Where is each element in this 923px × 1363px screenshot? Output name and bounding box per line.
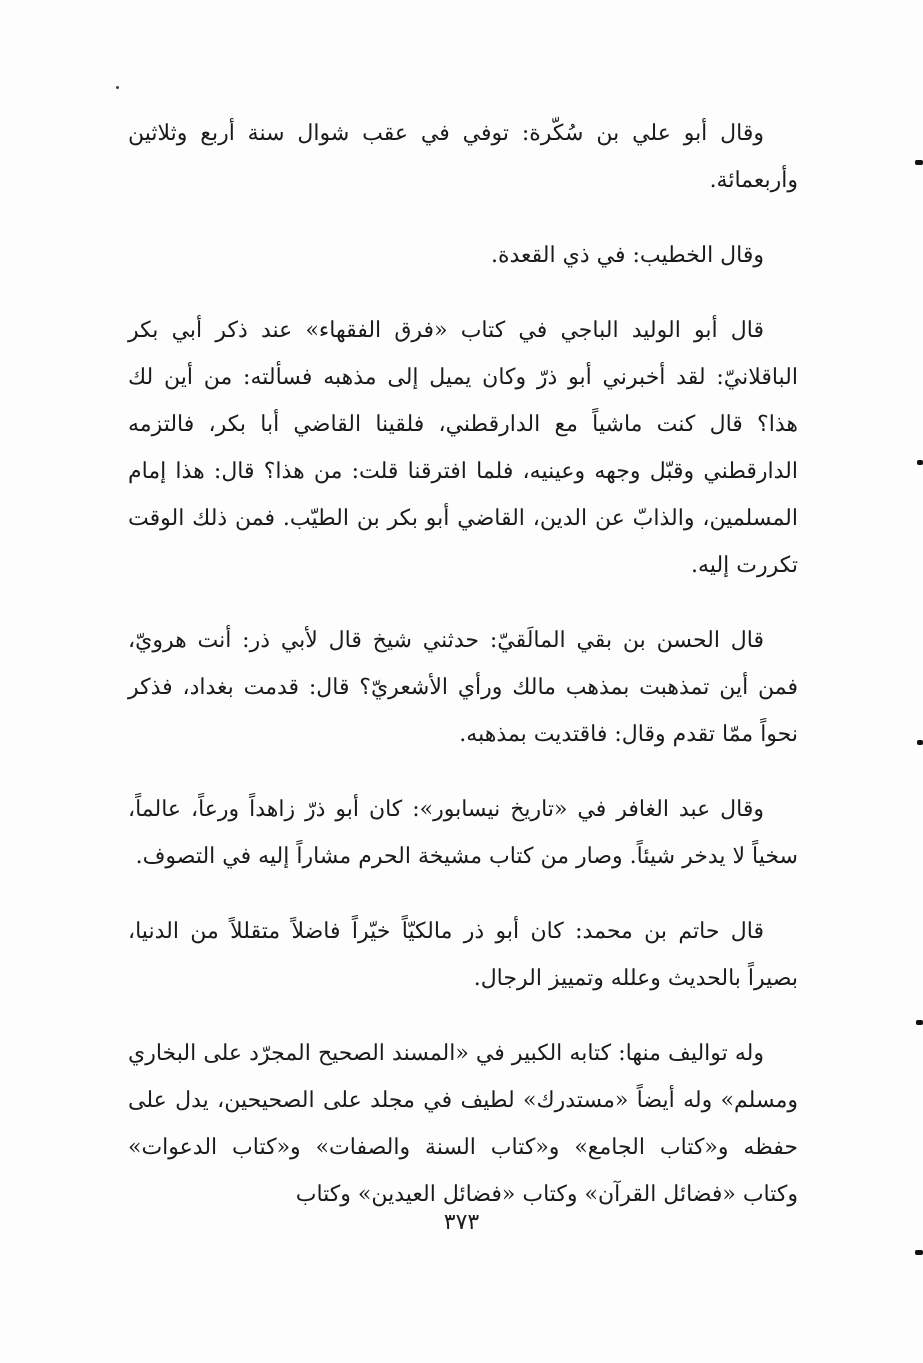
paragraph-3: قال أبو الوليد الباجي في كتاب «فرق الفقهاء» عند ذكر أبي بكر الباقلانيّ: لقد أخبرني أبو ذرّ وكان يميل إلى مذهبه فسألته: من أين لك هذا؟ قال كنت ماشياً مع الدارقطني، فلقينا القاضي أبا بكر، فالتزمه الدارقطني وقبّل وجهه وعينيه، فلما افترقنا قلت: من هذا؟ قال: هذا إمام المسلمين، والذابّ عن الدين، القاضي أبو بكر بن الطيّب. فمن ذلك الوقت تكررت إليه. xyxy=(128,318,798,578)
paragraph-2: وقال الخطيب: في ذي القعدة. xyxy=(490,243,764,268)
scan-edge-mark xyxy=(916,1020,923,1025)
paragraph-1: وقال أبو علي بن سُكّرة: توفي في عقب شوال سنة أربع وثلاثين وأربعمائة. xyxy=(128,121,798,193)
scan-edge-mark xyxy=(915,1250,923,1255)
scan-edge-mark xyxy=(915,160,923,165)
scan-edge-mark xyxy=(917,460,923,465)
page-number: ٣٧٣ xyxy=(443,1210,480,1235)
paragraph-6: قال حاتم بن محمد: كان أبو ذر مالكيّاً خيّراً فاضلاً متقللاً من الدنيا، بصيراً بالحديث وعلله وتمييز الرجال. xyxy=(128,919,798,991)
scan-edge-mark xyxy=(917,740,923,745)
scan-speck xyxy=(116,86,119,89)
body-text xyxy=(128,110,798,1246)
paragraph-4: قال الحسن بن بقي المالَقيّ: حدثني شيخ قال لأبي ذر: أنت هرويّ، فمن أين تمذهبت بمذهب مالك ورأي الأشعريّ؟ قال: قدمت بغداد، فذكر نحواً ممّا تقدم وقال: فاقتديت بمذهبه. xyxy=(128,628,798,747)
paragraph-5: وقال عبد الغافر في «تاريخ نيسابور»: كان أبو ذرّ زاهداً ورعاً، عالماً، سخياً لا يدخر شيئاً. وصار من كتاب مشيخة الحرم مشاراً إليه في التصوف. xyxy=(128,797,798,869)
paragraph-7: وله تواليف منها: كتابه الكبير في «المسند الصحيح المجرّد على البخاري ومسلم» وله أيضاً «مستدرك» لطيف في مجلد على الصحيحين، يدل على حفظه و«كتاب الجامع» و«كتاب السنة والصفات» و«كتاب الدعوات» وكتاب «فضائل القرآن» وكتاب «فضائل العيدين» وكتاب xyxy=(128,1041,798,1207)
